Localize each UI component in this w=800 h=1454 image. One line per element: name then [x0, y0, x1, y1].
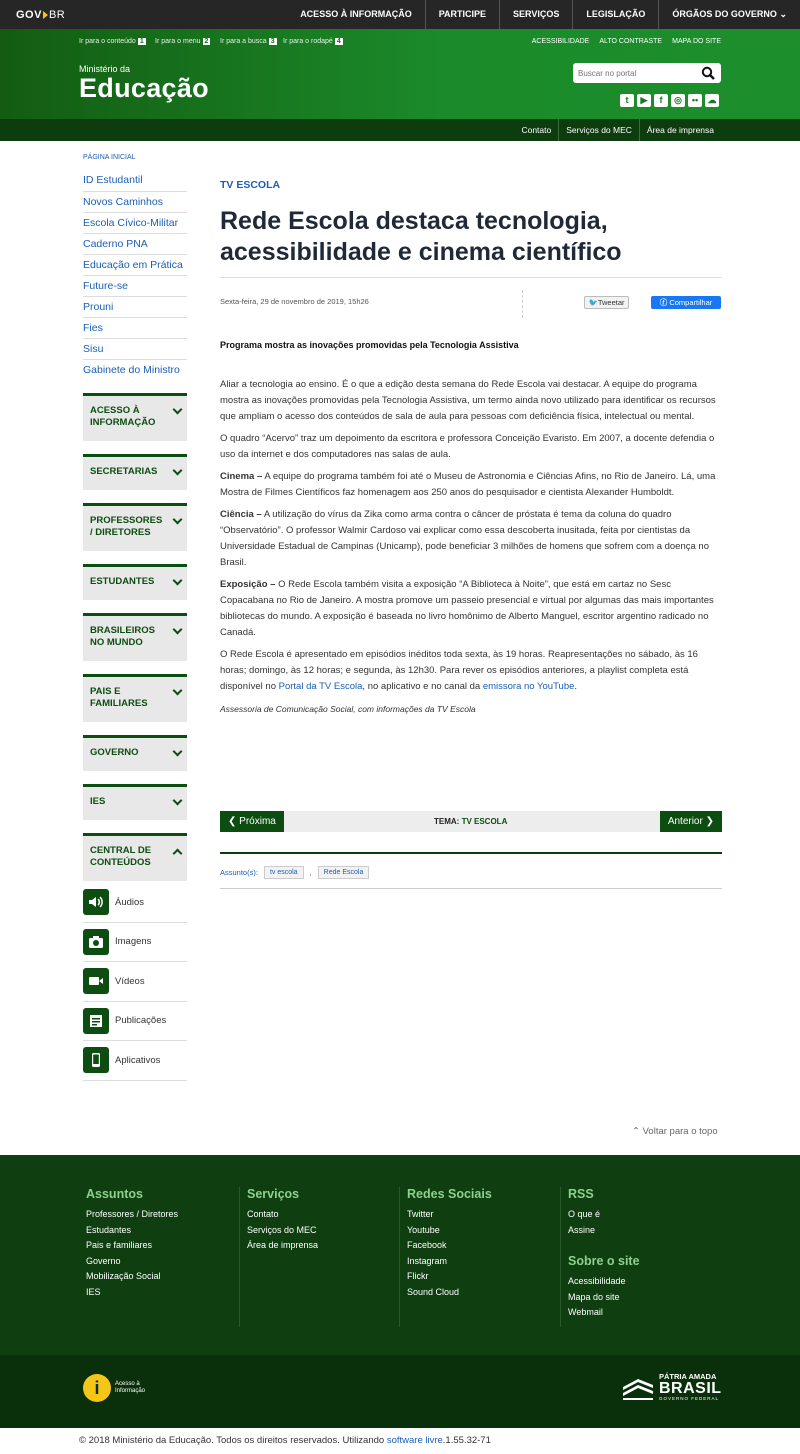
patria-line: GOVERNO FEDERAL: [659, 1396, 720, 1401]
gov-nav: [287, 0, 800, 29]
skip-to-content[interactable]: [79, 38, 146, 45]
facebook-share-button[interactable]: [651, 296, 721, 309]
sidebar-accordion[interactable]: [83, 613, 187, 661]
footer-link[interactable]: Webmail: [568, 1307, 603, 1317]
divider: [220, 277, 722, 278]
link-contato[interactable]: Contato: [521, 125, 552, 135]
skip-number: 3: [270, 38, 275, 45]
twitter-icon: 🐦: [588, 298, 598, 307]
brand-title[interactable]: Educação: [79, 73, 209, 103]
sidebar-accordion[interactable]: [83, 454, 187, 490]
divider: [220, 888, 722, 889]
link-mapa-do-site[interactable]: MAPA DO SITE: [672, 38, 721, 45]
share-label: Compartilhar: [669, 298, 713, 307]
flickr-icon[interactable]: ••: [688, 94, 702, 107]
footer-link[interactable]: Youtube: [407, 1224, 440, 1235]
paragraph: [220, 647, 722, 695]
gov-nav-orgaos[interactable]: [658, 0, 800, 29]
chevron-down-icon: [173, 576, 183, 586]
chevron-down-icon: [173, 796, 183, 806]
sidebar-link[interactable]: Prouni: [83, 296, 187, 317]
footer-col-title: Redes Sociais: [407, 1187, 492, 1201]
divider: [522, 290, 523, 318]
software-livre-link[interactable]: software livre: [386, 1435, 443, 1446]
gov-br-logo[interactable]: [16, 9, 65, 21]
sidebar-link[interactable]: Novos Caminhos: [83, 191, 187, 212]
conteudo-label: Áudios: [115, 896, 145, 908]
camera-icon: [83, 929, 109, 955]
audio-icon: [83, 889, 109, 915]
copyright: [79, 1435, 491, 1446]
sidebar-accordion[interactable]: [83, 393, 187, 441]
gov-nav-acesso[interactable]: ACESSO À INFORMAÇÃO: [300, 9, 412, 19]
conteudo-item[interactable]: [83, 883, 187, 923]
footer-link[interactable]: Flickr: [407, 1271, 429, 1281]
tag[interactable]: Rede Escola: [318, 866, 370, 879]
conteudos-list: [83, 883, 187, 1081]
patria-amada-brasil-logo[interactable]: [621, 1373, 722, 1402]
skip-number: 1: [139, 38, 144, 45]
skip-number: 4: [336, 38, 341, 45]
article-credit: Assessoria de Comunicação Social, com informações da TV Escola: [220, 704, 476, 714]
video-icon: [83, 968, 109, 994]
search-input[interactable]: [573, 64, 693, 84]
accordion-central-conteudos[interactable]: [83, 833, 187, 881]
footer-col-title: RSS: [568, 1187, 594, 1201]
footer-link[interactable]: Mobilização Social: [86, 1271, 161, 1281]
skip-number: 2: [204, 38, 209, 45]
skip-to-menu[interactable]: [155, 38, 210, 45]
article-date: Sexta-feira, 29 de novembro de 2019, 15h26: [220, 297, 369, 306]
article-body: [220, 377, 722, 723]
paragraph-lead: Exposição –: [220, 579, 276, 590]
conteudo-label: Imagens: [115, 936, 152, 948]
footer-col-title: Assuntos: [86, 1187, 143, 1201]
document-icon: [83, 1008, 109, 1034]
footer-link[interactable]: Sound Cloud: [407, 1286, 460, 1297]
footer-col-assuntos: [86, 1187, 236, 1300]
footer-link[interactable]: Professores / Diretores: [86, 1209, 179, 1219]
version-text: .1.55.32-71: [442, 1435, 491, 1446]
footer-links: [568, 1207, 718, 1238]
sidebar-accordion[interactable]: [83, 735, 187, 771]
accordion-label: PAIS E FAMILIARES: [90, 686, 148, 709]
footer-link[interactable]: Contato: [247, 1209, 279, 1219]
logo-gov-text: GOV: [16, 9, 42, 21]
instagram-icon[interactable]: ◎: [671, 94, 685, 107]
chevron-down-icon: [173, 747, 183, 757]
tema-link[interactable]: TV ESCOLA: [461, 817, 508, 826]
sidebar-link[interactable]: Escola Cívico-Militar: [83, 212, 187, 233]
paragraph: [220, 469, 722, 501]
social-icons: [620, 94, 719, 107]
prev-label: Próxima: [239, 816, 276, 827]
footer-link[interactable]: Acessibilidade: [568, 1276, 626, 1286]
gov-nav-legislacao[interactable]: LEGISLAÇÃO: [572, 0, 658, 29]
footer-link[interactable]: Facebook: [407, 1240, 447, 1250]
link-area-imprensa[interactable]: Área de imprensa: [639, 119, 721, 141]
paragraph-text: O Rede Escola também visita a exposição “A Biblioteca à Noite”, que está em cartaz no Sesc Copacabana no Rio de Janeiro. A mostra promove um passeio presencial e virtual por algumas das mais importantes bibliotecas do mundo. A exposição é baseada no livro homônimo de Alberto Manguel, escritor argentino radicado no Canadá.: [220, 579, 714, 638]
tag[interactable]: tv escola: [264, 866, 304, 879]
accordion-label: IES: [90, 796, 106, 807]
link-servicos-mec[interactable]: Serviços do MEC: [558, 119, 639, 141]
accordion-label: ESTUDANTES: [90, 576, 155, 587]
brazil-flag-icon: [621, 1375, 655, 1401]
chevron-down-icon: [173, 625, 183, 635]
sidebar: [83, 154, 187, 1081]
sidebar-accordions: [83, 393, 187, 820]
site-footer: [0, 1155, 800, 1355]
sidebar-link[interactable]: Sisu: [83, 338, 187, 359]
footer-col-title: Sobre o site: [568, 1254, 640, 1268]
accordion-label: GOVERNO: [90, 747, 139, 758]
footer-col-servicos: [247, 1187, 397, 1254]
footer-link[interactable]: Área de imprensa: [247, 1240, 319, 1250]
skip-label: Ir para o rodapé: [283, 38, 333, 45]
article-kicker[interactable]: TV ESCOLA: [220, 179, 281, 191]
chevron-down-icon: [173, 515, 183, 525]
back-to-top-link[interactable]: [632, 1126, 718, 1137]
footer-links: [86, 1207, 236, 1300]
chevron-right-icon: ❯: [702, 816, 714, 827]
paragraph: [220, 507, 722, 571]
facebook-icon[interactable]: f: [654, 94, 668, 107]
youtube-icon[interactable]: ▶: [637, 94, 651, 107]
gov-nav-servicos[interactable]: SERVIÇOS: [499, 0, 572, 29]
copyright-text: © 2018 Ministério da Educação. Todos os direitos reservados. Utilizando: [79, 1435, 387, 1446]
chevron-down-icon: [173, 466, 183, 476]
chevron-down-icon: ⌄: [779, 9, 787, 19]
sidebar-accordion[interactable]: [83, 564, 187, 600]
acesso-informacao-logo[interactable]: [83, 1374, 145, 1402]
skip-label: Ir para o menu: [155, 38, 201, 45]
logo-br-text: BR: [48, 9, 66, 21]
tema-prefix: TEMA:: [434, 817, 460, 826]
paragraph-text: A utilização do vírus da Zika como arma contra o câncer de próstata é tema da coluna do quadro “Observatório”. O professor Walmir Cardoso vai explicar como essa descoberta inusitada, feita por cientistas da Universidade Estadual de Campinas (Unicamp), pode beneficiar 3 milhões de homens que sofrem com a doença no Brasil.: [220, 509, 709, 568]
subjects: [220, 866, 369, 879]
conteudo-item[interactable]: [83, 923, 187, 963]
info-icon: i: [83, 1374, 111, 1402]
arrow-icon: [43, 11, 48, 19]
accordion-label: SECRETARIAS: [90, 466, 158, 477]
sidebar-links: [83, 170, 187, 380]
footer-links: [407, 1207, 557, 1300]
site-header: [0, 29, 800, 119]
accordion-label: PROFESSORES / DIRETORES: [90, 515, 163, 538]
tema-label: [434, 811, 507, 832]
paragraph-text: .: [574, 681, 578, 692]
paragraph: [220, 577, 722, 641]
acesso-line: Acesso à: [115, 1381, 140, 1387]
search-box: [573, 63, 721, 83]
conteudo-label: Vídeos: [115, 975, 145, 987]
paragraph-text: , no aplicativo e no canal da: [362, 681, 483, 692]
next-article-button[interactable]: [660, 811, 722, 832]
footer-col-rss: [568, 1187, 718, 1321]
skip-label: Ir para a busca: [220, 38, 267, 45]
facebook-icon: ⓕ: [659, 298, 670, 307]
footer-link[interactable]: Governo: [86, 1255, 121, 1266]
paragraph-text: O Rede Escola é apresentado em episódios inéditos toda sexta, às 19 horas. Reapresentações no sábado, às 16 horas; domingo, às 12 horas; e segunda, às 12h30. Para rever os episódios anteriores, a playlist completa está disponível no: [220, 649, 698, 692]
chevron-down-icon: [173, 686, 183, 696]
back-to-top-label: Voltar para o topo: [642, 1126, 718, 1137]
acesso-line: Informação: [115, 1388, 146, 1394]
link-emissora-youtube[interactable]: emissora no YouTube: [482, 681, 575, 692]
footer-link[interactable]: Mapa do site: [568, 1291, 620, 1302]
paragraph-lead: Cinema –: [220, 471, 263, 482]
smartphone-icon: [83, 1047, 109, 1073]
footer-link[interactable]: Instagram: [407, 1255, 448, 1266]
sidebar-link[interactable]: Future-se: [83, 275, 187, 296]
footer-link[interactable]: Serviços do MEC: [247, 1224, 317, 1235]
skip-to-footer[interactable]: [283, 38, 343, 45]
subjects-label: Assunto(s):: [220, 868, 258, 877]
conteudo-item[interactable]: [83, 962, 187, 1002]
breadcrumb[interactable]: PÁGINA INICIAL: [83, 154, 136, 161]
divider: [239, 1187, 240, 1327]
paragraph-lead: Ciência –: [220, 509, 262, 520]
chevron-up-icon: ⌃: [632, 1126, 643, 1137]
paragraph-text: A equipe do programa também foi até o Museu de Astronomia e Ciências Afins, no Rio de Janeiro. Lá, uma Mostra de Filmes Científicos faz homenagem aos 250 anos do pesquisador e cientista Alexander Humboldt.: [220, 471, 716, 498]
sidebar-accordion[interactable]: [83, 503, 187, 551]
search-icon[interactable]: [701, 66, 715, 85]
footer-links: [247, 1207, 397, 1254]
sidebar-accordion[interactable]: [83, 784, 187, 820]
accessibility-links: [532, 38, 721, 45]
sidebar-link[interactable]: Gabinete do Ministro: [83, 359, 187, 380]
conteudo-item[interactable]: [83, 1041, 187, 1081]
footer-link[interactable]: Pais e familiares: [86, 1240, 153, 1250]
skip-to-search[interactable]: [220, 38, 277, 45]
divider: [220, 852, 722, 854]
article-subtitle: Programa mostra as inovações promovidas pela Tecnologia Assistiva: [220, 340, 519, 350]
service-bar: [0, 119, 800, 141]
divider: [560, 1187, 561, 1327]
twitter-icon[interactable]: t: [620, 94, 634, 107]
chevron-down-icon: [173, 405, 183, 415]
patria-line: PÁTRIA AMADA: [659, 1372, 717, 1381]
footer-link[interactable]: Twitter: [407, 1209, 434, 1219]
conteudo-label: Aplicativos: [115, 1054, 161, 1066]
chevron-up-icon: [173, 849, 183, 859]
brand-subtitle: Ministério da: [79, 64, 131, 74]
footer-link[interactable]: O que é: [568, 1209, 601, 1219]
prev-article-button[interactable]: [220, 811, 284, 832]
sidebar-link[interactable]: Educação em Prática: [83, 254, 187, 275]
article-pager: [220, 811, 722, 832]
sidebar-accordion[interactable]: [83, 674, 187, 722]
footer-logos: [0, 1355, 800, 1428]
gov-bar: [0, 0, 800, 29]
paragraph: Aliar a tecnologia ao ensino. É o que a edição desta semana do Rede Escola vai destacar. A equipe do programa mostra as inovações promovidas pela Tecnologia Assistiva, um termo ainda novo utilizado para identificar os recursos que ampliam o acesso dos conteúdos de sala de aula para pessoas com deficiência física, intelectual ou mental.: [220, 379, 716, 422]
footer-links: [568, 1274, 718, 1321]
accordion-label: ACESSO À INFORMAÇÃO: [90, 405, 156, 428]
link-alto-contraste[interactable]: ALTO CONTRASTE: [599, 38, 663, 45]
paragraph: O quadro “Acervo” traz um depoimento da escritora e professora Conceição Evaristo. Em 2007, a docente defendia o uso da internet e dos computadores nas salas de aula.: [220, 433, 715, 460]
footer-link[interactable]: Estudantes: [86, 1224, 132, 1235]
chevron-left-icon: ❮: [228, 816, 240, 827]
sidebar-link[interactable]: Fies: [83, 317, 187, 338]
skip-label: Ir para o conteúdo: [79, 38, 136, 45]
article-title: Rede Escola destaca tecnologia, acessibilidade e cinema científico: [220, 207, 622, 266]
gov-nav-orgaos-label: ÓRGÃOS DO GOVERNO: [672, 9, 777, 19]
accordion-label: CENTRAL DE CONTEÚDOS: [90, 845, 152, 868]
next-label: Anterior: [667, 816, 703, 827]
accordion-label: BRASILEIROS NO MUNDO: [90, 625, 155, 648]
tweet-label: Tweetar: [597, 298, 625, 307]
tag-separator: ,: [309, 868, 312, 877]
conteudo-label: Publicações: [115, 1015, 167, 1027]
conteudo-item[interactable]: [83, 1002, 187, 1042]
footer-col-title: Serviços: [247, 1187, 300, 1201]
link-portal-tv-escola[interactable]: Portal da TV Escola: [278, 681, 363, 692]
footer-col-redes: [407, 1187, 557, 1300]
footer-link[interactable]: Assine: [568, 1224, 596, 1235]
tweet-button[interactable]: [584, 296, 629, 309]
divider: [399, 1187, 400, 1327]
link-acessibilidade[interactable]: ACESSIBILIDADE: [531, 38, 590, 45]
sidebar-link[interactable]: Caderno PNA: [83, 233, 187, 254]
patria-line: BRASIL: [659, 1380, 722, 1397]
soundcloud-icon[interactable]: ☁: [705, 94, 719, 107]
sidebar-link[interactable]: ID Estudantil: [83, 174, 143, 186]
gov-nav-participe[interactable]: PARTICIPE: [425, 0, 499, 29]
footer-link[interactable]: IES: [86, 1286, 101, 1297]
